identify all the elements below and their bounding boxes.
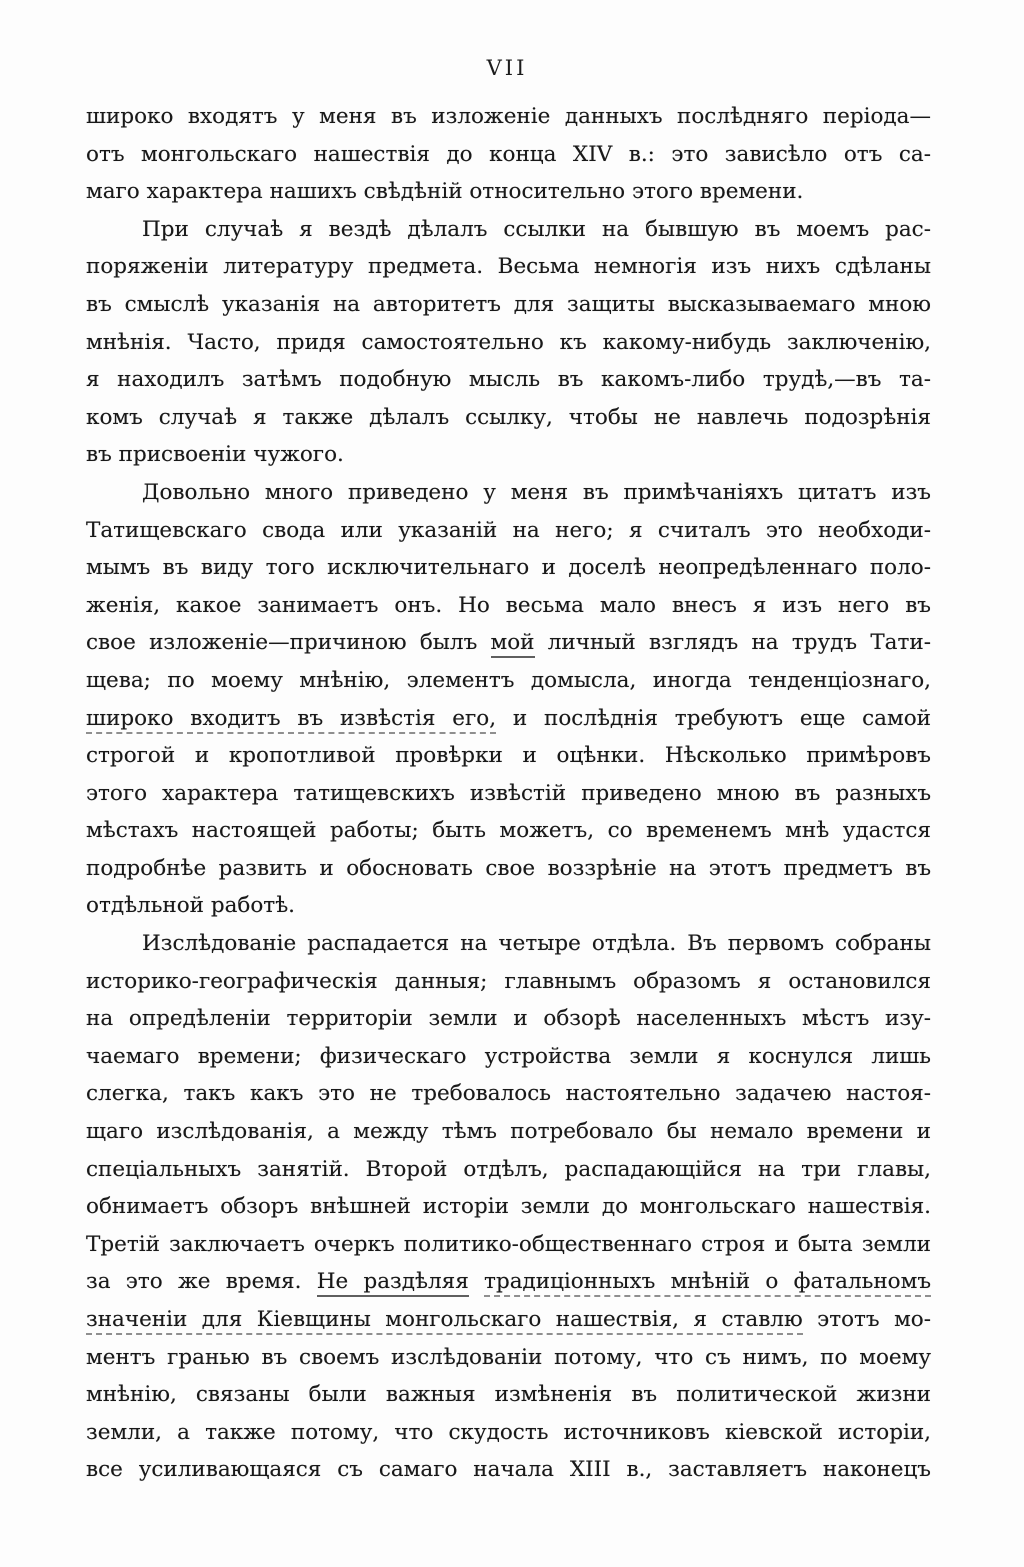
- pencil-underline: Не раздѣляя: [317, 1269, 469, 1297]
- text-line: отдѣльной работѣ.: [86, 893, 296, 919]
- text-line: Довольно много приведено у меня въ примѣчаніяхъ цитатъ изъ: [142, 479, 931, 505]
- text-line: мѣстахъ настоящей работы; быть можетъ, со временемъ мнѣ удастся: [86, 818, 931, 844]
- text-line: спеціальныхъ занятій. Второй отдѣлъ, распадающійся на три главы,: [86, 1156, 931, 1182]
- text-line: на опредѣленіи территоріи земли и обзорѣ населенныхъ мѣстъ изу-: [86, 1006, 931, 1032]
- text-line: въ присвоеніи чужого.: [86, 442, 344, 468]
- text-line: Татищевскаго свода или указаній на него; я считалъ это необходи-: [86, 517, 931, 543]
- text-line: широко входятъ у меня въ изложеніе данныхъ послѣдняго періода—: [86, 104, 931, 129]
- text-line: подробнѣе развить и обосновать свое воззрѣніе на этотъ предметъ въ: [86, 855, 931, 881]
- text-line: мнѣнію, связаны были важныя измѣненія въ политической жизни: [86, 1382, 931, 1408]
- text-line: мымъ въ виду того исключительнаго и доселѣ неопредѣленнаго поло-: [86, 555, 931, 581]
- text-line: въ смыслѣ указанія на авторитетъ для защиты высказываемаго мною: [86, 291, 931, 317]
- text-line: все усиливающаяся съ самаго начала XIII в., заставляетъ наконецъ: [86, 1457, 931, 1483]
- text-line: чаемаго времени; физическаго устройства земли я коснулся лишь: [86, 1043, 931, 1069]
- text-line: щаго изслѣдованія, а между тѣмъ потребовало бы немало времени и: [86, 1119, 931, 1145]
- text-line: мнѣнія. Часто, придя самостоятельно къ какому-нибудь заключенію,: [86, 329, 931, 355]
- text-line: щева; по моему мнѣнію, элементъ домысла, иногда тенденціознаго,: [86, 667, 931, 693]
- text-line: комъ случаѣ я также дѣлалъ ссылку, чтобы не навлечь подозрѣнія: [86, 404, 931, 430]
- pencil-underline: широко входитъ въ извѣстія его,: [86, 706, 496, 734]
- text-line: широко входитъ въ извѣстія его, и послѣднія требуютъ еще самой: [86, 700, 931, 738]
- text-line: свое изложеніе—причиною былъ мой личный взглядъ на трудъ Тати-: [86, 624, 931, 662]
- text-line: этого характера татищевскихъ извѣстій приведено мною въ разныхъ: [86, 780, 931, 806]
- text-line: строгой и кропотливой провѣрки и оцѣнки. Нѣсколько примѣровъ: [86, 743, 931, 769]
- pencil-underline: значеніи для Кіевщины монгольскаго нашествія, я ставлю: [86, 1307, 803, 1335]
- pencil-underline: мой: [491, 630, 535, 658]
- text-line: слегка, такъ какъ это не требовалось настоятельно задачею настоя-: [86, 1081, 931, 1107]
- text-line: маго характера нашихъ свѣдѣній относительно этого времени.: [86, 179, 804, 205]
- text-line: Изслѣдованіе распадается на четыре отдѣла. Въ первомъ собраны: [142, 931, 931, 957]
- text-line: отъ монгольскаго нашествія до конца XIV в.: это зависѣло отъ са-: [86, 141, 931, 167]
- text-line: женія, какое занимаетъ онъ. Но весьма мало внесъ я изъ него въ: [86, 592, 931, 618]
- text-line: ментъ гранью въ своемъ изслѣдованіи потому, что съ нимъ, по моему: [86, 1344, 931, 1370]
- page-number: VII: [486, 56, 528, 80]
- text-line: значеніи для Кіевщины монгольскаго нашествія, я ставлю этотъ мо-: [86, 1301, 931, 1339]
- text-line: поряженіи литературу предмета. Весьма немногія изъ нихъ сдѣланы: [86, 254, 931, 280]
- text-line: историко-географическія данныя; главнымъ образомъ я остановился: [86, 968, 931, 994]
- text-line: я находилъ затѣмъ подобную мысль въ какомъ-либо трудѣ,—въ та-: [86, 367, 931, 393]
- text-line: Третій заключаетъ очеркъ политико-общественнаго строя и быта земли: [86, 1231, 931, 1257]
- text-line: При случаѣ я вездѣ дѣлалъ ссылки на бывшую въ моемъ рас-: [142, 216, 931, 242]
- text-line: земли, а также потому, что скудость источниковъ кіевской исторіи,: [86, 1419, 931, 1445]
- text-line: за это же время. Не раздѣляя традиціонныхъ мнѣній о фатальномъ: [86, 1263, 931, 1301]
- pencil-underline: традиціонныхъ мнѣній о фатальномъ: [484, 1269, 931, 1297]
- text-block: [86, 98, 931, 1489]
- text-line: обнимаетъ обзоръ внѣшней исторіи земли до монгольскаго нашествія.: [86, 1194, 931, 1220]
